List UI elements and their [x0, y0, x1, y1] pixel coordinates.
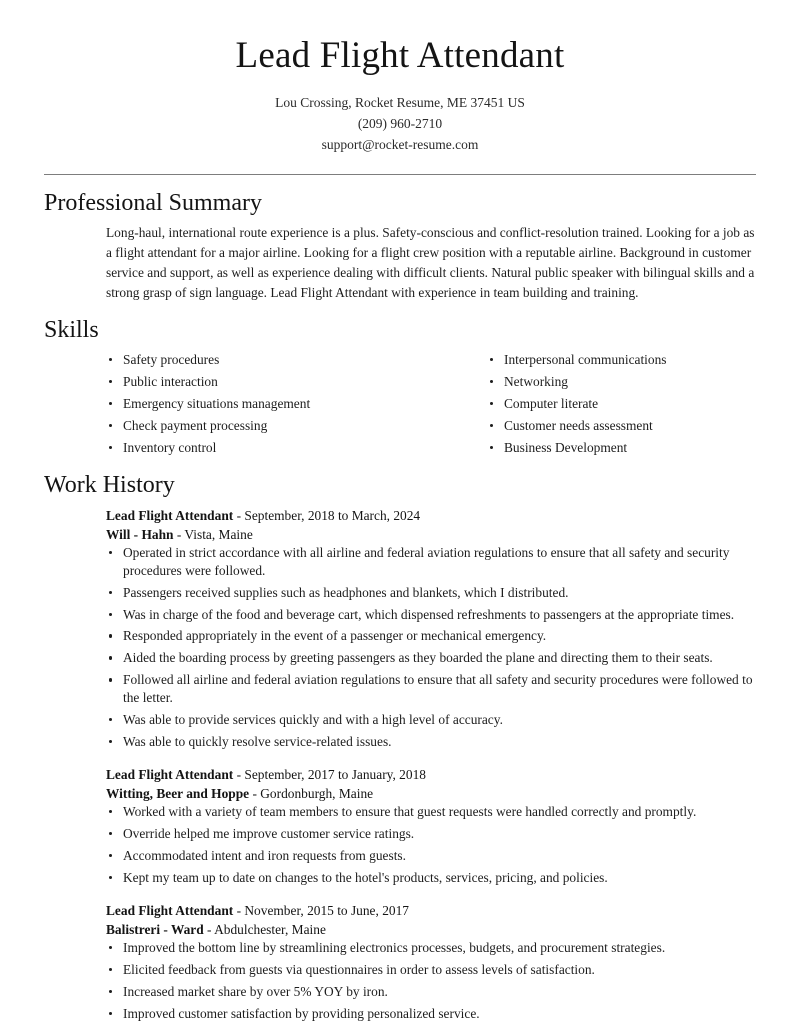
job-entry — [44, 506, 756, 752]
work-history-list — [44, 506, 756, 1023]
job-title-line — [106, 765, 756, 784]
skill-item: Interpersonal communications — [487, 351, 756, 369]
job-company: Witting, Beer and Hoppe — [106, 786, 250, 802]
job-bullet: Kept my team up to date on changes to the hotel's products, services, pricing, and policies. — [106, 869, 756, 887]
summary-text: Long-haul, international route experience is a plus. Safety-conscious and conflict-resolution trained. Looking for a job as a flight attendant for a major airline. Looking for a flight crew position with a reputable airline. Background in customer service and support, as well as experience dealing with difficult clients. Natural public speaker with bilingual skills and a strong grasp of sign language. Lead Flight Attendant with experience in team building and training. — [106, 225, 755, 300]
job-bullet-list — [106, 803, 756, 887]
contact-phone: (209) 960-2710 — [357, 115, 443, 131]
job-company-separator: - — [203, 922, 215, 938]
job-bullet: Increased market share by over 5% YOY by iron. — [106, 983, 756, 1001]
section-work-history — [44, 471, 756, 1023]
job-bullet: Aided the boarding process by greeting passengers as they boarded the plane and directing them to their seats. — [106, 649, 756, 667]
job-bullet: Improved the bottom line by streamlining electronics processes, budgets, and procurement strategies. — [106, 939, 756, 957]
job-title: Lead Flight Attendant — [106, 767, 234, 783]
job-entry — [44, 765, 756, 887]
skills-column-left — [106, 351, 431, 461]
job-bullet: Followed all airline and federal aviation regulations to ensure that all safety and security procedures were followed to the letter. — [106, 671, 756, 707]
skills-list-right — [487, 351, 756, 457]
section-skills — [44, 316, 756, 461]
summary-heading: Professional Summary — [44, 189, 262, 216]
skill-item: Safety procedures — [106, 351, 431, 369]
skill-item: Computer literate — [487, 395, 756, 413]
skill-item: Business Development — [487, 439, 756, 457]
job-company-line — [106, 525, 756, 544]
job-title: Lead Flight Attendant — [106, 903, 234, 919]
skill-item: Networking — [487, 373, 756, 391]
contact-address: Lou Crossing, Rocket Resume, ME 37451 US — [275, 94, 525, 110]
skill-item: Emergency situations management — [106, 395, 431, 413]
header-divider — [44, 174, 756, 175]
job-bullet: Elicited feedback from guests via questionnaires in order to assess levels of satisfaction. — [106, 961, 756, 979]
skill-item: Customer needs assessment — [487, 417, 756, 435]
job-title-separator: - — [233, 507, 245, 523]
skills-list-left — [106, 351, 431, 457]
job-bullet: Responded appropriately in the event of a passenger or mechanical emergency. — [106, 627, 756, 645]
skills-heading: Skills — [44, 317, 99, 344]
job-bullet: Override helped me improve customer service ratings. — [106, 825, 756, 843]
job-title-separator: - — [233, 903, 245, 919]
section-professional-summary — [44, 189, 756, 303]
job-dates: September, 2017 to January, 2018 — [244, 767, 426, 783]
job-bullet: Was in charge of the food and beverage cart, which dispensed refreshments to passengers at the appropriate times. — [106, 606, 756, 624]
job-dates: September, 2018 to March, 2024 — [244, 507, 421, 523]
job-bullet: Was able to quickly resolve service-related issues. — [106, 733, 756, 751]
job-location: Gordonburgh, Maine — [260, 786, 374, 802]
job-entry — [44, 901, 756, 1023]
job-title: Lead Flight Attendant — [106, 507, 234, 523]
skill-item: Inventory control — [106, 439, 431, 457]
resume-header — [44, 0, 756, 156]
job-company-separator: - — [249, 786, 261, 802]
job-company: Balistreri - Ward — [106, 922, 204, 938]
job-bullet: Accommodated intent and iron requests from guests. — [106, 847, 756, 865]
job-bullet: Operated in strict accordance with all airline and federal aviation regulations to ensure that all safety and security procedures were followed. — [106, 544, 756, 580]
job-location: Abdulchester, Maine — [214, 922, 326, 938]
skill-item: Public interaction — [106, 373, 431, 391]
job-company-line — [106, 920, 756, 939]
job-bullet: Was able to provide services quickly and with a high level of accuracy. — [106, 711, 756, 729]
contact-email: support@rocket-resume.com — [321, 137, 479, 153]
job-company-separator: - — [173, 526, 185, 542]
job-bullet-list — [106, 544, 756, 752]
job-title-separator: - — [233, 767, 245, 783]
job-bullet-list — [106, 939, 756, 1023]
job-title-line — [106, 506, 756, 525]
job-title-line — [106, 901, 756, 920]
page-title: Lead Flight Attendant — [235, 35, 565, 76]
job-dates: November, 2015 to June, 2017 — [244, 903, 409, 919]
job-bullet: Worked with a variety of team members to ensure that guest requests were handled correctly and promptly. — [106, 803, 756, 821]
work-history-heading: Work History — [44, 471, 175, 498]
skill-item: Check payment processing — [106, 417, 431, 435]
summary-body — [44, 223, 756, 302]
job-company: Will - Hahn — [106, 526, 174, 542]
job-bullet: Passengers received supplies such as headphones and blankets, which I distributed. — [106, 584, 756, 602]
job-location: Vista, Maine — [184, 526, 253, 542]
job-bullet: Improved customer satisfaction by providing personalized service. — [106, 1005, 756, 1023]
skills-columns — [44, 351, 756, 461]
skills-column-right — [431, 351, 756, 461]
job-company-line — [106, 784, 756, 803]
